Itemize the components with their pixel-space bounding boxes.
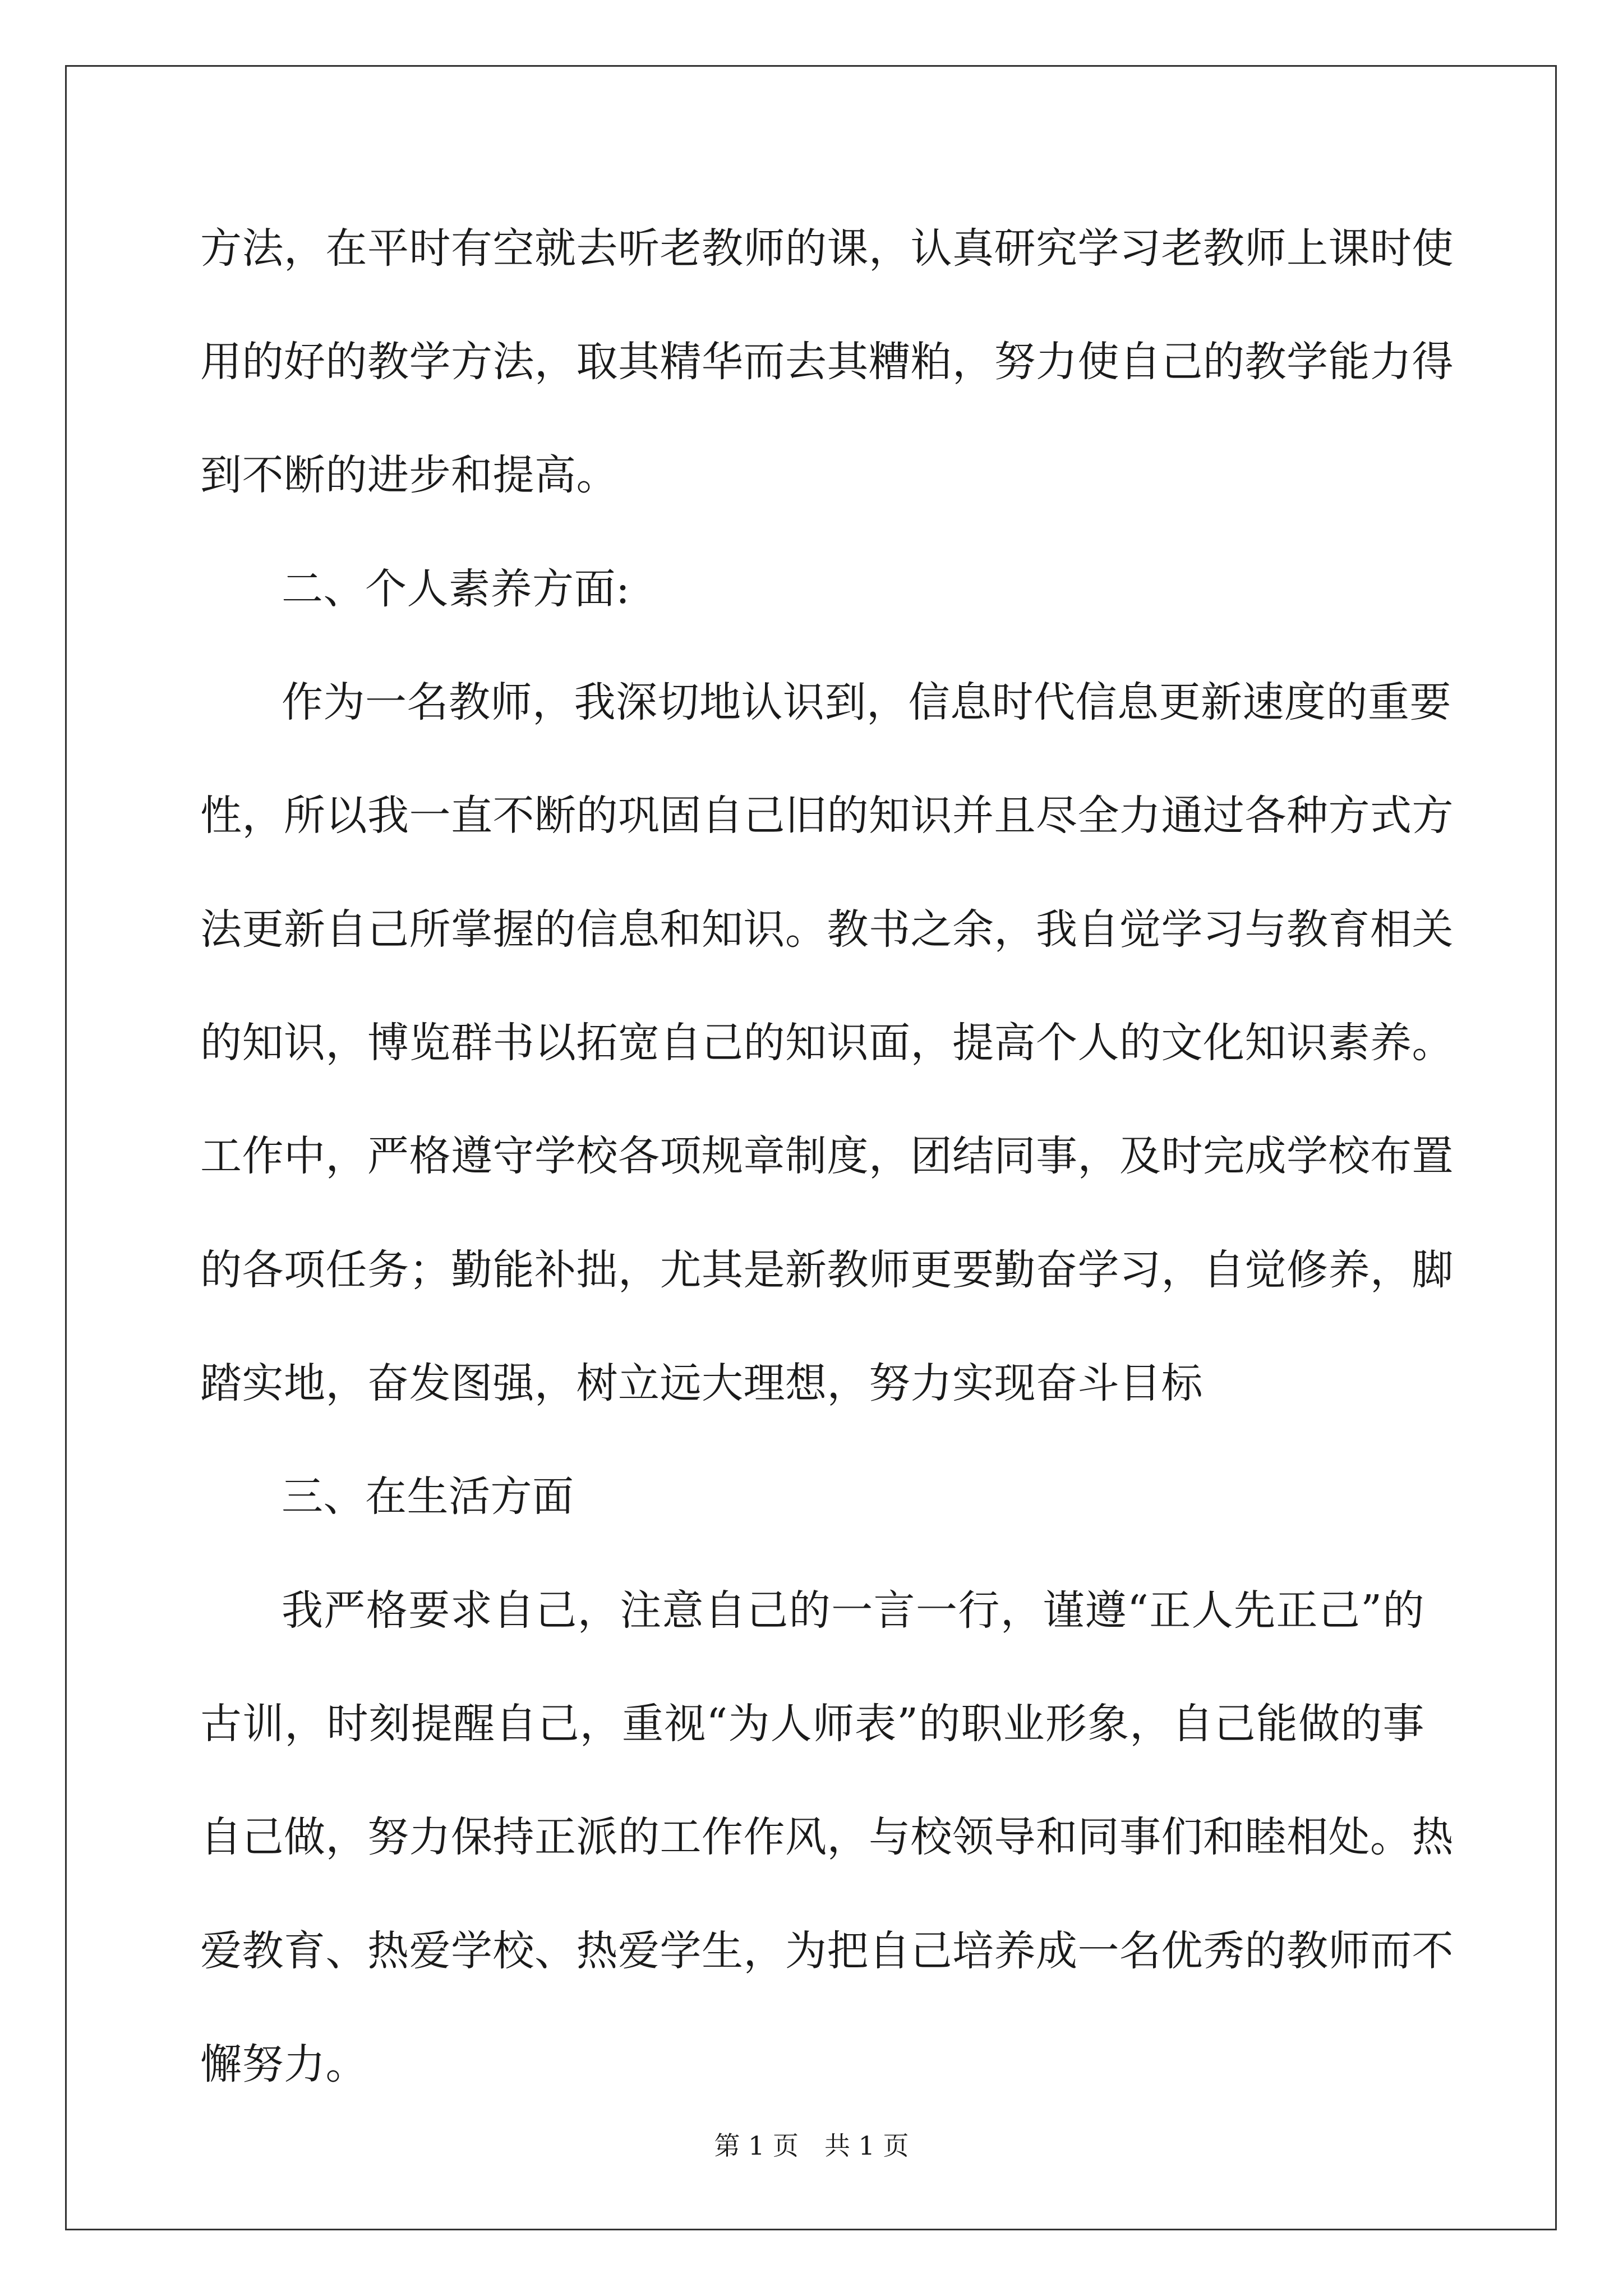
paragraph-line: 性，所以我一直不断的巩固自己旧的知识并且尽全力通过各种方式方 xyxy=(200,792,1454,840)
paragraph-line: 懈努力。 xyxy=(200,2040,367,2088)
paragraph-line: 古训，时刻提醒自己，重视“为人师表”的职业形象，自己能做的事 xyxy=(200,1700,1424,1748)
paragraph-line: 自己做，努力保持正派的工作作风，与校领导和同事们和睦相处。热 xyxy=(200,1813,1454,1861)
paragraph-line: 到不断的进步和提高。 xyxy=(200,451,618,499)
paragraph-line: 工作中，严格遵守学校各项规章制度，团结同事，及时完成学校布置 xyxy=(200,1132,1454,1180)
paragraph-line: 爱教育、热爱学校、热爱学生，为把自己培养成一名优秀的教师而不 xyxy=(200,1927,1454,1975)
paragraph-line: 的各项任务；勤能补拙，尤其是新教师更要勤奋学习，自觉修养，脚 xyxy=(200,1246,1454,1294)
section-heading: 二、个人素养方面: xyxy=(282,565,630,613)
page-footer: 第 1 页 共 1 页 xyxy=(714,2131,909,2161)
paragraph-line: 方法，在平时有空就去听老教师的课，认真研究学习老教师上课时使 xyxy=(200,224,1454,273)
paragraph-line: 法更新自己所掌握的信息和知识。教书之余，我自觉学习与教育相关 xyxy=(200,905,1454,954)
paragraph-line: 用的好的教学方法，取其精华而去其糟粕，努力使自己的教学能力得 xyxy=(200,338,1454,386)
section-heading: 三、在生活方面 xyxy=(282,1473,574,1521)
paragraph-line: 我严格要求自己，注意自己的一言一行，谨遵“正人先正己”的 xyxy=(282,1586,1424,1635)
paragraph-line: 的知识，博览群书以拓宽自己的知识面，提高个人的文化知识素养。 xyxy=(200,1019,1454,1067)
paragraph-line: 踏实地，奋发图强，树立远大理想，努力实现奋斗目标 xyxy=(200,1359,1203,1407)
paragraph-line: 作为一名教师，我深切地认识到，信息时代信息更新速度的重要 xyxy=(282,678,1451,726)
